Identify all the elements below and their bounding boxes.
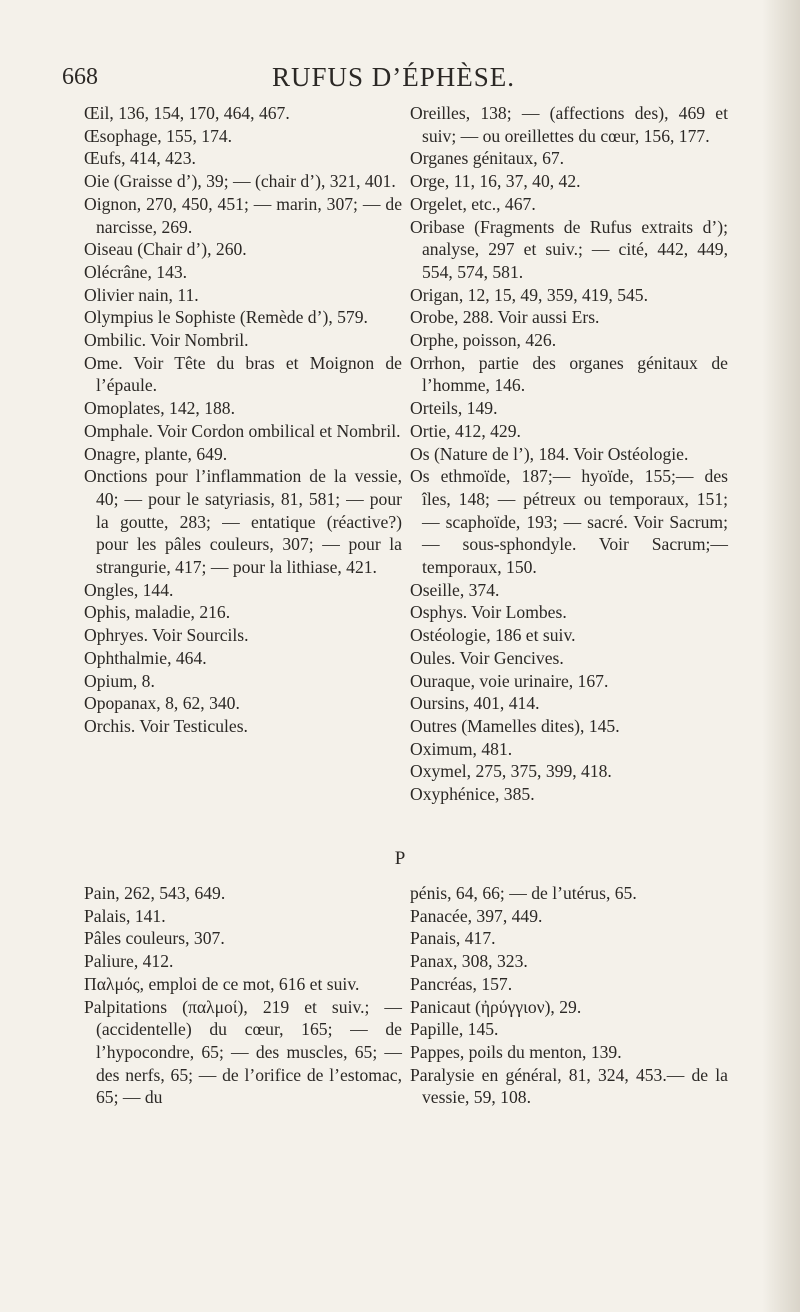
index-entry: Oursins, 401, 414. bbox=[410, 693, 540, 714]
index-entry: Paralysie en général, 81, 324, 453.— de la vessie, 59, 108. bbox=[410, 1064, 728, 1108]
index-entry: Ombilic. Voir Nombril. bbox=[84, 330, 249, 351]
index-column-left-bottom bbox=[84, 882, 402, 1109]
index-entry: Origan, 12, 15, 49, 359, 419, 545. bbox=[410, 284, 648, 305]
index-entry: Oximum, 481. bbox=[410, 738, 513, 759]
index-entry: Ostéologie, 186 et suiv. bbox=[410, 625, 576, 646]
index-entry: Oxymel, 275, 375, 399, 418. bbox=[410, 761, 612, 782]
index-entry: Panicaut (ἠρύγγιον), 29. bbox=[410, 996, 582, 1017]
index-entry: Orge, 11, 16, 37, 40, 42. bbox=[410, 171, 581, 192]
index-entry: Oreilles, 138; — (affections des), 469 et suiv; — ou oreillettes du cœur, 156, 177. bbox=[410, 103, 728, 146]
index-column-right-top bbox=[410, 102, 728, 806]
index-entry: Oiseau (Chair d’), 260. bbox=[84, 239, 247, 260]
index-entry: Œil, 136, 154, 170, 464, 467. bbox=[84, 103, 290, 123]
section-letter: P bbox=[394, 848, 406, 869]
index-entry: Paliure, 412. bbox=[84, 951, 174, 972]
index-entry: Os ethmoïde, 187;— hyoïde, 155;— des îles, 148; — pétreux ou temporaux, 151; — scaphoïde, 193; — sacré. Voir Sacrum; — sous-sphondyle. Voir Sacrum;—temporaux, 150. bbox=[410, 466, 728, 578]
index-entry: Osphys. Voir Lombes. bbox=[410, 602, 567, 623]
index-entry: Ophis, maladie, 216. bbox=[84, 602, 231, 623]
index-entry: Ophthalmie, 464. bbox=[84, 647, 207, 668]
index-entry: Oignon, 270, 450, 451; — marin, 307; — de narcisse, 269. bbox=[84, 193, 402, 237]
index-entry: Opium, 8. bbox=[84, 670, 155, 691]
index-entry: Ouraque, voie urinaire, 167. bbox=[410, 670, 609, 691]
index-entry: Ortie, 412, 429. bbox=[410, 420, 521, 441]
index-entry: Oseille, 374. bbox=[410, 579, 500, 600]
index-entry: Pain, 262, 543, 649. bbox=[84, 883, 226, 903]
index-entry: Organes génitaux, 67. bbox=[410, 148, 565, 169]
index-entry: Palpitations (παλμοί), 219 et suiv.; — (accidentelle) du cœur, 165; — de l’hypocondre, 65; — des muscles, 65; — des nerfs, 65; — de l’orifice de l’estomac, 65; — du bbox=[84, 996, 402, 1108]
index-entry: pénis, 64, 66; — de l’utérus, 65. bbox=[410, 883, 637, 903]
index-entry: Orphe, poisson, 426. bbox=[410, 330, 557, 351]
page-number: 668 bbox=[62, 64, 98, 90]
index-entry: Pancréas, 157. bbox=[410, 973, 513, 994]
index-entry: Œsophage, 155, 174. bbox=[84, 125, 233, 146]
page-header bbox=[62, 62, 728, 96]
index-entry: Onctions pour l’inflammation de la vessie, 40; — pour le satyriasis, 81, 581; — pour la goutte, 283; — entatique (réactive?) pour les pâles couleurs, 307; — pour la strangurie, 417; — pour la lithiase, 421. bbox=[84, 466, 402, 578]
index-entry: Olympius le Sophiste (Remède d’), 579. bbox=[84, 307, 368, 328]
index-column-right-bottom bbox=[410, 882, 728, 1109]
index-entry: Oie (Graisse d’), 39; — (chair d’), 321, 401. bbox=[84, 171, 396, 192]
index-entry: Panais, 417. bbox=[410, 928, 496, 949]
running-title: RUFUS D’ÉPHÈSE. bbox=[272, 62, 516, 92]
index-entry: Panacée, 397, 449. bbox=[410, 905, 543, 926]
index-entry: Opopanax, 8, 62, 340. bbox=[84, 693, 240, 714]
index-entry: Ome. Voir Tête du bras et Moignon de l’épaule. bbox=[84, 352, 402, 396]
index-entry: Orgelet, etc., 467. bbox=[410, 193, 536, 214]
index-entry: Orrhon, partie des organes génitaux de l’homme, 146. bbox=[410, 352, 728, 396]
index-entry: Orobe, 288. Voir aussi Ers. bbox=[410, 307, 600, 328]
index-entry: Panax, 308, 323. bbox=[410, 951, 528, 972]
index-entry: Olivier nain, 11. bbox=[84, 284, 199, 305]
index-entry: Palais, 141. bbox=[84, 905, 166, 926]
index-entry: Ongles, 144. bbox=[84, 579, 174, 600]
index-entry: Pappes, poils du menton, 139. bbox=[410, 1041, 622, 1062]
index-entry: Olécrâne, 143. bbox=[84, 261, 188, 282]
index-entry: Œufs, 414, 423. bbox=[84, 148, 196, 169]
index-entry: Pâles couleurs, 307. bbox=[84, 928, 225, 949]
index-entry: Omoplates, 142, 188. bbox=[84, 398, 235, 419]
index-entry: Παλμός, emploi de ce mot, 616 et suiv. bbox=[84, 973, 360, 994]
index-entry: Orteils, 149. bbox=[410, 398, 498, 419]
index-entry: Oules. Voir Gencives. bbox=[410, 647, 564, 668]
index-entry: Outres (Mamelles dites), 145. bbox=[410, 715, 620, 736]
index-entry: Onagre, plante, 649. bbox=[84, 443, 228, 464]
index-entry: Os (Nature de l’), 184. Voir Ostéologie. bbox=[410, 443, 689, 464]
index-entry: Oxyphénice, 385. bbox=[410, 784, 535, 805]
index-entry: Omphale. Voir Cordon ombilical et Nombril. bbox=[84, 420, 401, 441]
index-entry: Ophryes. Voir Sourcils. bbox=[84, 625, 249, 646]
index-entry: Orchis. Voir Testicules. bbox=[84, 715, 248, 736]
index-column-left-top bbox=[84, 102, 402, 738]
index-entry: Papille, 145. bbox=[410, 1019, 499, 1040]
page-edge-shadow bbox=[762, 0, 800, 1312]
index-entry: Oribase (Fragments de Rufus extraits d’); analyse, 297 et suiv.; — cité, 442, 449, 554, 574, 581. bbox=[410, 216, 728, 282]
